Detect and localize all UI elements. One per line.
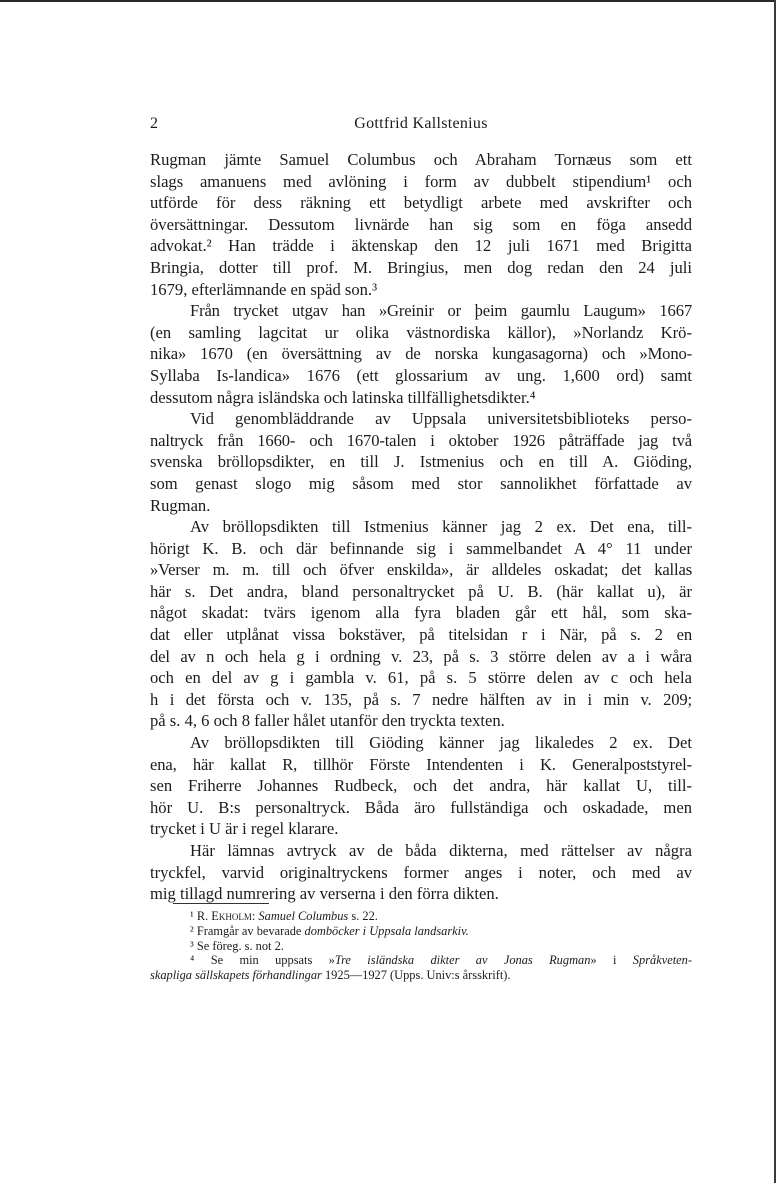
body-line: sen Friherre Johannes Rudbeck, och det andra, här kallat U, till-: [150, 776, 692, 796]
body-line: nika» 1670 (en översättning av de norska kungasagorna) och »Mono-: [150, 344, 692, 364]
body-line: hör U. B:s personaltryck. Båda äro fullständiga och oskadade, men: [150, 797, 692, 817]
body-line: Bringia, dotter till prof. M. Bringius, men dog redan den 24 juli: [150, 257, 692, 277]
body-line: naltryck från 1660- och 1670-talen i oktober 1926 påträffade jag två: [150, 430, 692, 450]
running-title: Gottfrid Kallstenius: [354, 115, 488, 132]
footnote-2: ² Framgår av bevarade domböcker i Uppsala landsarkiv.: [190, 923, 469, 938]
footnote-1: ¹ R. Ekholm: Samuel Columbus s. 22.: [190, 909, 378, 923]
page-top-edge: [0, 0, 776, 2]
body-line: Från trycket utgav han »Greinir or þeim gaumlu Laugum» 1667: [190, 301, 692, 321]
body-line: som genast slogo mig såsom med stor sannolikhet författade av: [150, 473, 692, 493]
body-line: trycket i U är i regel klarare.: [150, 819, 339, 839]
body-line: på s. 4, 6 och 8 faller hålet utanför den tryckta texten.: [150, 711, 505, 731]
footnote-rule: [173, 903, 269, 904]
body-line: Syllaba Is-landica» 1676 (ett glossarium av ung. 1,600 ord) samt: [150, 365, 692, 385]
body-line: (en samling lagcitat ur olika västnordiska källor), »Norlandz Krö-: [150, 322, 692, 342]
body-line: Här lämnas avtryck av de båda dikterna, med rättelser av några: [190, 841, 692, 860]
body-line: översättningar. Dessutom livnärde han sig som en föga ansedd: [150, 214, 692, 234]
body-line: h i det första och v. 135, på s. 7 nedre hälften av in i min v. 209;: [150, 689, 692, 709]
body-line: ena, här kallat R, tillhör Förste Intendenten i K. Generalpoststyrel-: [150, 754, 692, 774]
body-line: del av n och hela g i ordning v. 23, på s. 3 större delen av a i wåra: [150, 646, 692, 666]
body-line: utförde för dess räkning ett betydligt arbete med avskrifter och: [150, 193, 692, 213]
body-line: dessutom några isländska och latinska tillfällighetsdikter.⁴: [150, 387, 536, 407]
body-line: advokat.² Han trädde i äktenskap den 12 juli 1671 med Brigitta: [150, 236, 692, 256]
body-line: tryckfel, varvid originaltryckens former anges i noter, och med av: [150, 862, 692, 882]
body-line: mig tillagd numrering av verserna i den förra dikten.: [150, 884, 499, 904]
body-line: 1679, efterlämnande en späd son.³: [150, 279, 378, 299]
footnote-3: ³ Se föreg. s. not 2.: [190, 938, 284, 953]
body-line: svenska bröllopsdikter, en till J. Istmenius och en till A. Giöding,: [150, 452, 692, 472]
body-line: Av bröllopsdikten till Giöding känner jag likaledes 2 ex. Det: [190, 733, 692, 753]
body-line: hörigt K. B. och där befinnande sig i sammelbandet A 4° 11 under: [150, 538, 692, 558]
body-line: Rugman.: [150, 495, 211, 515]
body-text: [150, 149, 692, 905]
body-line: slags amanuens med avlöning i form av dubbelt stipendium¹ och: [150, 171, 692, 191]
body-line: och en del av g i gambla v. 61, på s. 5 större delen av c och hela: [150, 668, 692, 688]
running-head: [150, 115, 692, 135]
body-line: Rugman jämte Samuel Columbus och Abraham Tornæus som ett: [150, 150, 692, 169]
footnote-4: ⁴ Se min uppsats »Tre isländska dikter av Jonas Rugman» i Språkveten-: [190, 953, 692, 968]
body-line: dat eller utplånat vissa bokstäver, på titelsidan r i När, på s. 2 en: [150, 625, 692, 645]
body-line: något skadat: tvärs igenom alla fyra bladen går ett hål, som ska-: [150, 603, 692, 623]
footnote-4-continued: skapliga sällskapets förhandlingar 1925—1927 (Upps. Univ:s årsskrift).: [150, 968, 511, 983]
body-line: här s. Det andra, bland personaltrycket på U. B. (här kallat u), är: [150, 581, 692, 601]
body-line: Av bröllopsdikten till Istmenius känner jag 2 ex. Det ena, till-: [190, 517, 692, 537]
body-line: Vid genombläddrande av Uppsala universitetsbiblioteks perso-: [190, 409, 692, 429]
footnotes: [150, 909, 692, 983]
body-line: »Verser m. m. till och öfver enskilda», är alldeles oskadat; det kallas: [150, 560, 692, 580]
page-number: 2: [150, 115, 158, 132]
